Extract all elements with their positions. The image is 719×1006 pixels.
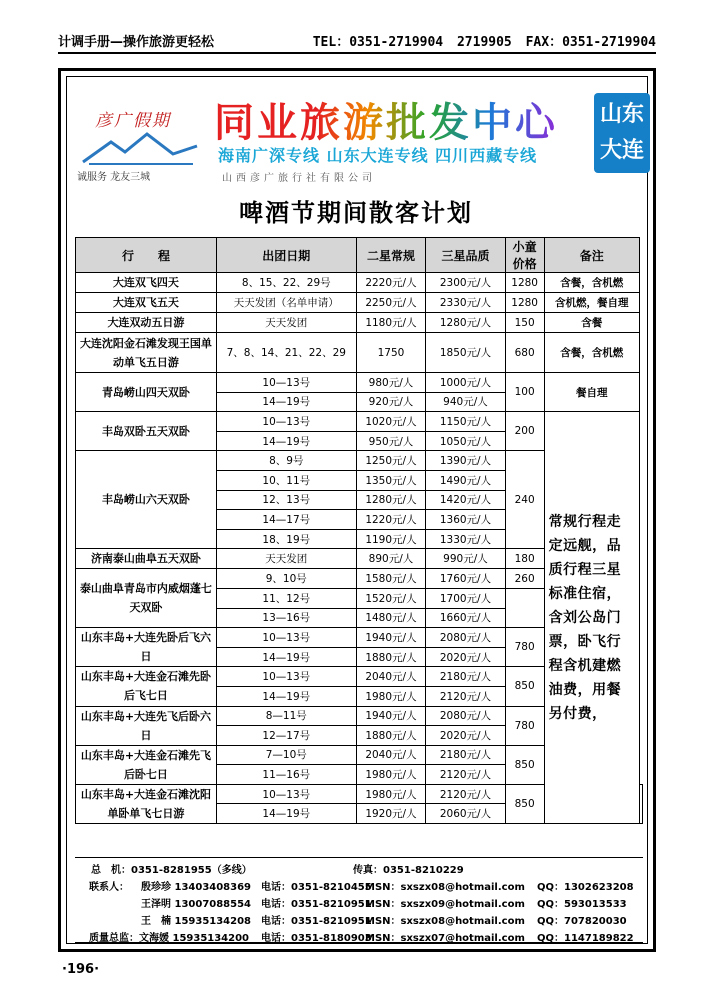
two-star-cell: 2040元/人 [356, 745, 426, 765]
document-title: 啤酒节期间散客计划 [239, 198, 473, 227]
date-cell: 11—16号 [216, 765, 356, 785]
two-star-cell: 1250元/人 [356, 451, 426, 471]
three-star-cell: 2300元/人 [426, 273, 505, 293]
two-star-cell: 1980元/人 [356, 784, 426, 804]
three-star-cell: 1660元/人 [426, 608, 505, 628]
banner-company: 山西彦广旅行社有限公司 [222, 173, 376, 184]
three-star-cell: 1150元/人 [426, 412, 505, 432]
contact-msn: MSN：sxszx09@hotmail.com [365, 899, 525, 910]
date-cell: 10—13号 [216, 373, 356, 393]
contact-qq: QQ：707820030 [537, 916, 627, 927]
three-star-cell: 1850元/人 [426, 333, 505, 373]
three-star-cell: 1760元/人 [426, 569, 505, 589]
date-cell: 10—13号 [216, 412, 356, 432]
three-star-cell: 2120元/人 [426, 686, 505, 706]
date-cell: 13—16号 [216, 608, 356, 628]
three-star-cell: 2020元/人 [426, 726, 505, 746]
contact-msn: MSN：sxszx08@hotmail.com [365, 916, 525, 927]
route-cell: 济南泰山曲阜五天双卧 [76, 549, 217, 569]
note-cell: 餐自理 [544, 373, 639, 412]
child-cell: 780 [505, 628, 544, 667]
date-cell: 9、10号 [216, 569, 356, 589]
route-cell: 丰岛双卧五天双卧 [76, 412, 217, 451]
child-cell: 260 [505, 569, 544, 589]
date-cell: 14—19号 [216, 392, 356, 412]
banner [72, 85, 650, 185]
header-three-star: 三星品质 [426, 238, 505, 273]
three-star-cell: 1330元/人 [426, 529, 505, 549]
two-star-cell: 890元/人 [356, 549, 426, 569]
date-cell: 10—13号 [216, 667, 356, 687]
contact-tel: 电话：0351-8210951 [261, 916, 372, 927]
logo-text: 彦广假期 [95, 111, 171, 131]
two-star-cell: 1880元/人 [356, 647, 426, 667]
date-cell: 14—19号 [216, 686, 356, 706]
date-cell: 天天发团 [216, 549, 356, 569]
contact-name: 质量总监：文海媛 15935134200 [89, 933, 250, 944]
date-cell: 8、9号 [216, 451, 356, 471]
date-cell: 12、13号 [216, 490, 356, 510]
page-number: ·196· [62, 962, 100, 977]
three-star-cell: 1000元/人 [426, 373, 505, 393]
main-phone: 总 机：0351-8281955（多线） [91, 865, 252, 876]
route-cell: 山东丰岛+大连金石滩先飞后卧七日 [76, 745, 217, 784]
table-row [76, 273, 643, 293]
badge-line2: 大连 [599, 138, 644, 163]
child-cell: 100 [505, 373, 544, 412]
child-cell-empty [505, 588, 544, 627]
three-star-cell: 990元/人 [426, 549, 505, 569]
document-inner [66, 76, 648, 944]
header-child: 小童价格 [505, 238, 544, 273]
three-star-cell: 1360元/人 [426, 510, 505, 530]
child-cell: 1280 [505, 293, 544, 313]
main-fax: 传真：0351-8210229 [353, 865, 464, 876]
date-cell: 天天发团（名单申请） [216, 293, 356, 313]
two-star-cell: 1940元/人 [356, 706, 426, 726]
three-star-cell: 2330元/人 [426, 293, 505, 313]
route-cell: 山东丰岛+大连先卧后飞六日 [76, 628, 217, 667]
three-star-cell: 2020元/人 [426, 647, 505, 667]
three-star-cell: 1390元/人 [426, 451, 505, 471]
header-two-star: 二星常规 [356, 238, 426, 273]
child-cell: 850 [505, 784, 544, 823]
three-star-cell: 2060元/人 [426, 804, 505, 824]
table-row [76, 373, 643, 393]
schedule-table [75, 237, 643, 824]
route-cell: 山东丰岛+大连金石滩先卧后飞七日 [76, 667, 217, 706]
header-route: 行 程 [76, 238, 217, 273]
two-star-cell: 950元/人 [356, 431, 426, 451]
contact-qq: QQ：1302623208 [537, 882, 634, 893]
child-cell: 680 [505, 333, 544, 373]
header-note: 备注 [544, 238, 639, 273]
route-cell: 青岛崂山四天双卧 [76, 373, 217, 412]
route-cell: 大连双动五日游 [76, 313, 217, 333]
logo [75, 88, 205, 183]
date-cell: 7、8、14、21、22、29 [216, 333, 356, 373]
note-cell: 含餐 [544, 313, 639, 333]
three-star-cell: 1700元/人 [426, 588, 505, 608]
two-star-cell: 1940元/人 [356, 628, 426, 648]
note-cell: 含餐，含机燃 [544, 273, 639, 293]
two-star-cell: 2040元/人 [356, 667, 426, 687]
mountain-logo-icon [81, 128, 199, 166]
two-star-cell: 1980元/人 [356, 765, 426, 785]
contact-qq: QQ：1147189822 [537, 933, 634, 944]
contacts-block [75, 857, 643, 943]
two-star-cell: 1350元/人 [356, 470, 426, 490]
route-cell: 山东丰岛+大连金石滩沈阳单卧单飞七日游 [76, 784, 217, 823]
three-star-cell: 2080元/人 [426, 706, 505, 726]
date-cell: 14—17号 [216, 510, 356, 530]
route-cell: 大连双飞五天 [76, 293, 217, 313]
three-star-cell: 1280元/人 [426, 313, 505, 333]
contact-msn: MSN：sxszx08@hotmail.com [365, 882, 525, 893]
date-cell: 10—13号 [216, 784, 356, 804]
contact-qq: QQ：593013533 [537, 899, 627, 910]
two-star-cell: 1520元/人 [356, 588, 426, 608]
region-badge [594, 93, 650, 173]
table-header-row [76, 238, 643, 273]
two-star-cell: 1480元/人 [356, 608, 426, 628]
child-cell: 180 [505, 549, 544, 569]
date-cell: 11、12号 [216, 588, 356, 608]
header-slogan: 计调手册—操作旅游更轻松 [58, 35, 215, 50]
contact-msn: MSN：sxszx07@hotmail.com [365, 933, 525, 944]
route-cell: 大连双飞四天 [76, 273, 217, 293]
contact-tel: 电话：0351-8210455 [261, 882, 372, 893]
two-star-cell: 1220元/人 [356, 510, 426, 530]
header-fax: FAX：0351-2719904 [525, 35, 656, 50]
three-star-cell: 940元/人 [426, 392, 505, 412]
header-tel2: 2719905 [456, 35, 512, 50]
child-cell: 240 [505, 451, 544, 549]
three-star-cell: 2080元/人 [426, 628, 505, 648]
child-cell: 780 [505, 706, 544, 745]
banner-title: 同业旅游批发中心 [214, 91, 558, 148]
two-star-cell: 1280元/人 [356, 490, 426, 510]
route-cell: 大连沈阳金石滩发现王国单动单飞五日游 [76, 333, 217, 373]
two-star-cell: 1180元/人 [356, 313, 426, 333]
date-cell: 14—19号 [216, 431, 356, 451]
date-cell: 14—19号 [216, 804, 356, 824]
document-frame [58, 68, 656, 952]
header-contacts [307, 31, 656, 50]
three-star-cell: 2180元/人 [426, 745, 505, 765]
child-cell: 1280 [505, 273, 544, 293]
date-cell: 10—13号 [216, 628, 356, 648]
logo-sub: 诚服务 龙友三城 [77, 172, 151, 183]
table-row [76, 313, 643, 333]
date-cell: 8—11号 [216, 706, 356, 726]
badge-line1: 山东 [599, 102, 644, 127]
two-star-cell: 1920元/人 [356, 804, 426, 824]
note-cell: 含机燃，餐自理 [544, 293, 639, 313]
two-star-cell: 2250元/人 [356, 293, 426, 313]
child-cell: 850 [505, 745, 544, 784]
header-tel: TEL：0351-2719904 [312, 35, 444, 50]
three-star-cell: 2180元/人 [426, 667, 505, 687]
route-cell: 泰山曲阜青岛市内威烟蓬七天双卧 [76, 569, 217, 628]
big-note-cell: 常规行程走定远舰，品质行程三星标准住宿，含刘公岛门票，卧飞行程含机建燃油费，用餐另付费， [544, 412, 639, 824]
three-star-cell: 2120元/人 [426, 784, 505, 804]
route-cell: 山东丰岛+大连先飞后卧六日 [76, 706, 217, 745]
banner-routes: 海南广深专线 山东大连专线 四川西藏专线 [218, 146, 538, 165]
three-star-cell: 1490元/人 [426, 470, 505, 490]
note-cell-empty [640, 784, 643, 823]
table-row [76, 293, 643, 313]
contact-name: 王 楠 15935134208 [141, 916, 252, 927]
date-cell: 12—17号 [216, 726, 356, 746]
date-cell: 18、19号 [216, 529, 356, 549]
date-cell: 14—19号 [216, 647, 356, 667]
date-cell: 天天发团 [216, 313, 356, 333]
two-star-cell: 920元/人 [356, 392, 426, 412]
three-star-cell: 1420元/人 [426, 490, 505, 510]
three-star-cell: 1050元/人 [426, 431, 505, 451]
two-star-cell: 1580元/人 [356, 569, 426, 589]
two-star-cell: 1980元/人 [356, 686, 426, 706]
date-cell: 10、11号 [216, 470, 356, 490]
table-row [76, 412, 643, 432]
two-star-cell: 1750 [356, 333, 426, 373]
contact-name: 殷珍珍 13403408369 [141, 882, 252, 893]
child-cell: 150 [505, 313, 544, 333]
page-header [58, 32, 656, 54]
two-star-cell: 2220元/人 [356, 273, 426, 293]
date-cell: 8、15、22、29号 [216, 273, 356, 293]
table-row [76, 333, 643, 373]
three-star-cell: 2120元/人 [426, 765, 505, 785]
contact-tel: 电话：0351-8180903 [261, 933, 372, 944]
route-cell: 丰岛崂山六天双卧 [76, 451, 217, 549]
two-star-cell: 1190元/人 [356, 529, 426, 549]
contact-label: 联系人： [89, 882, 129, 893]
note-cell: 含餐，含机燃 [544, 333, 639, 373]
two-star-cell: 1020元/人 [356, 412, 426, 432]
two-star-cell: 1880元/人 [356, 726, 426, 746]
contact-tel: 电话：0351-8210951 [261, 899, 372, 910]
two-star-cell: 980元/人 [356, 373, 426, 393]
header-date: 出团日期 [216, 238, 356, 273]
child-cell: 850 [505, 667, 544, 706]
date-cell: 7—10号 [216, 745, 356, 765]
child-cell: 200 [505, 412, 544, 451]
contact-name: 王泽明 13007088554 [141, 899, 252, 910]
